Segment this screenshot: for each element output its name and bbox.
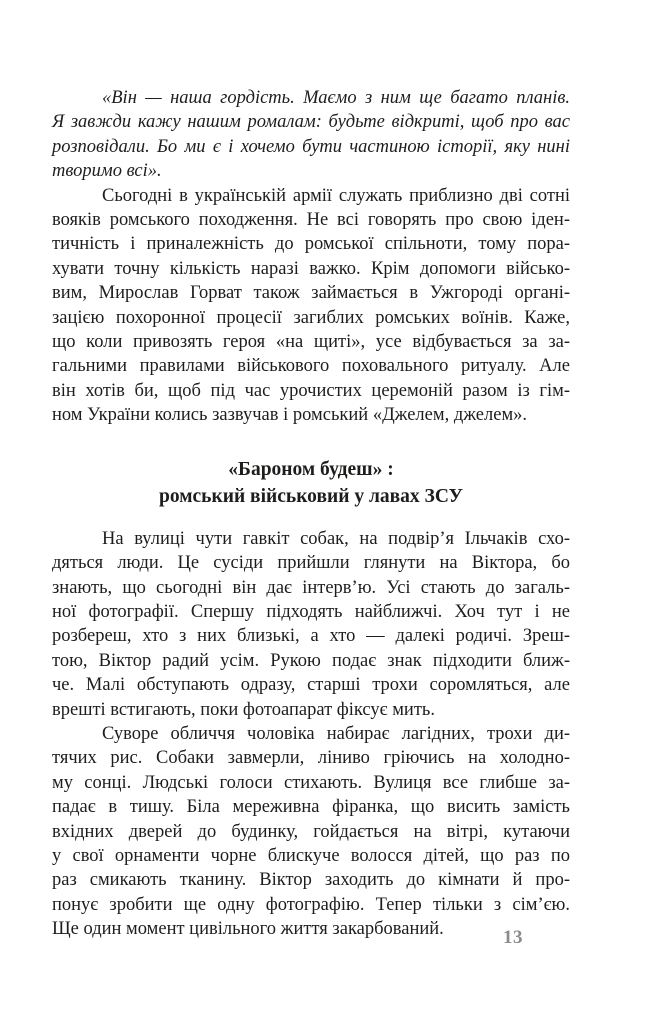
text-column <box>52 86 570 942</box>
text-line: ном України колись зазвучав і ромський «Джелем, джелем». <box>52 405 528 426</box>
text-line: «Бароном будеш» : <box>228 458 394 480</box>
text-line: Суворе обличчя чоловіка набирає лагідних, трохи ди- <box>102 723 570 744</box>
text-line: хувати точну кількість наразі важко. Крім допомоги військо- <box>52 258 570 279</box>
text-line: ної фотографії. Спершу підходять найближчі. Хоч тут і не <box>52 601 570 622</box>
paragraph-household-scene <box>52 722 570 942</box>
text-line: ромський військовий у лавах ЗСУ <box>159 485 463 507</box>
text-line: Ще один момент цивільного життя закарбований. <box>52 919 444 940</box>
text-line: вим, Мирослав Горват також займається в Ужгороді органі- <box>52 283 570 304</box>
text-line: розповідали. Бо ми є і хочемо бути частиною історії, яку нині <box>52 136 570 157</box>
text-line: че. Малі обступають одразу, старші трохи соромляться, але <box>52 675 570 696</box>
text-line: розбереш, хто з них близькі, а хто — далекі родичі. Зреш- <box>52 626 570 647</box>
text-line: вхідних дверей до будинку, гойдається на вітрі, кутаючи <box>52 821 570 842</box>
text-line: падає в тишу. Біла мереживна фіранка, що висить замість <box>52 797 570 818</box>
text-line: вояків ромського походження. Не всі говорять про свою іден- <box>52 210 570 231</box>
text-line: він хотів би, щоб під час урочистих церемоній разом із гім- <box>52 380 570 401</box>
chapter-heading <box>52 456 570 510</box>
text-line: зацією похоронної процесії загиблих ромських воїнів. Каже, <box>52 307 570 328</box>
text-line: врешті встигають, поки фотоапарат фіксує мить. <box>52 699 435 720</box>
text-line: тичність і приналежність до ромської спільноти, тому пора- <box>52 234 570 255</box>
paragraph-photo-gathering <box>52 527 570 722</box>
text-line: раз смикають тканину. Віктор заходить до кімнати й про- <box>52 870 570 891</box>
text-line: Сьогодні в українській армії служать приблизно дві сотні <box>102 185 570 206</box>
text-line: тячих рис. Собаки завмерли, ліниво гріючись на холодно- <box>52 748 570 769</box>
text-line: творимо всі». <box>52 161 162 182</box>
text-line: «Він — наша гордість. Маємо з ним ще багато планів. <box>102 88 570 108</box>
text-line: знають, що сьогодні він дає інтерв’ю. Усі стають до загаль- <box>52 577 570 598</box>
text-line: тою, Віктор радий усім. Рукою подає знак підходити ближ- <box>52 650 570 671</box>
text-line: що коли привозять героя «на щиті», усе відбувається за за- <box>52 332 570 353</box>
text-line: му сонці. Людські голоси стихають. Вулиця все глибше за- <box>52 772 570 793</box>
text-line: у свої орнаменти чорне блискуче волосся дітей, що раз по <box>52 845 570 866</box>
text-line: Я завжди кажу нашим ромалам: будьте відкриті, щоб про вас <box>52 112 570 133</box>
epigraph-quote <box>52 86 570 184</box>
text-line: дяться люди. Це сусіди прийшли глянути на Віктора, бо <box>52 553 570 574</box>
text-line: понує зробити ще одну фотографію. Тепер тільки з сім’єю. <box>52 894 570 915</box>
text-line: На вулиці чути гавкіт собак, на подвір’я Ільчаків схо- <box>102 528 570 549</box>
paragraph-roma-soldiers <box>52 184 570 428</box>
text-line: гальними правилами військового поховального ритуалу. Але <box>52 356 570 377</box>
page-number: 13 <box>503 927 523 948</box>
